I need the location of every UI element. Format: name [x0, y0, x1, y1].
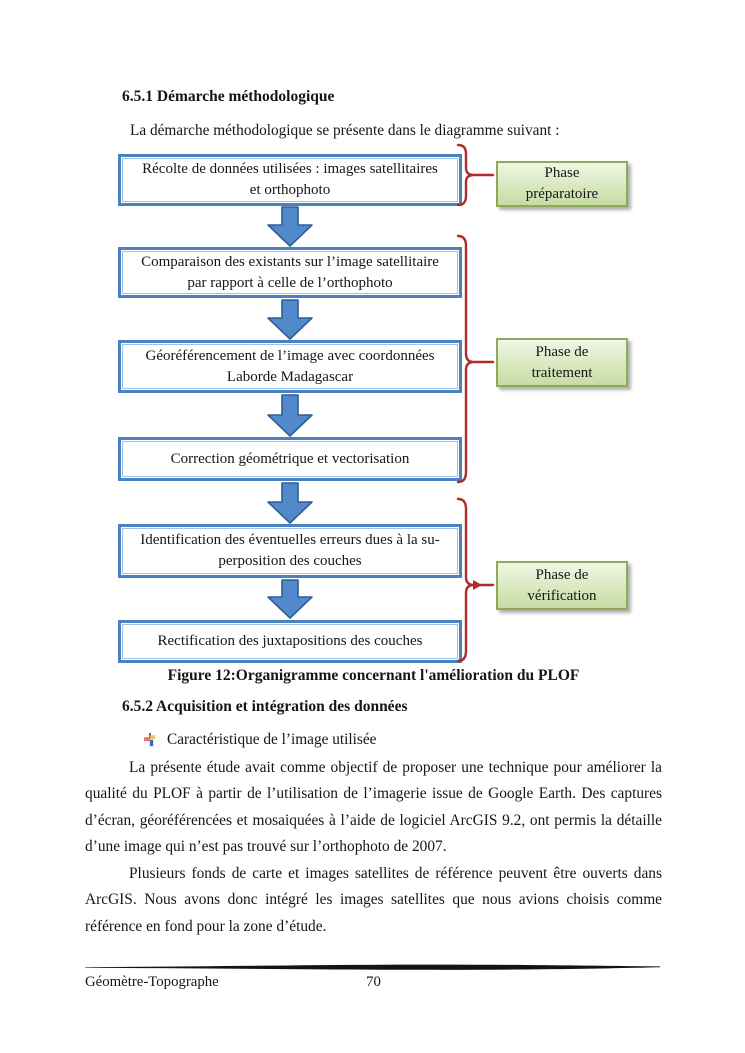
phase-box-traitement	[496, 338, 628, 387]
phase-box-preparatoire	[496, 161, 628, 207]
intro-paragraph: La démarche méthodologique se présente dans le diagramme suivant :	[130, 122, 560, 139]
paragraph-1: La présente étude avait comme objectif de proposer une technique pour améliorer la qualité du PLOF à partir de l’utilisation de l’imagerie issue de Google Earth. Des captures d’écran, géoréférencées et mosaiquées à l’aide de logiciel ArcGIS 9.2, ont permis la détaille d’une image qui n’est pas trouvé sur l’orthophoto de 2007.	[85, 759, 662, 856]
section-heading-651: 6.5.1 Démarche méthodologique	[122, 88, 335, 105]
brace-arrowhead	[473, 580, 482, 590]
flow-step-5-line2: perposition des couches	[218, 553, 362, 569]
down-arrow-icon	[265, 579, 315, 619]
colored-arrow-bullet-icon	[143, 733, 157, 747]
flow-step-4	[118, 437, 462, 481]
down-arrow-icon	[265, 206, 315, 247]
phase-traitement-line2: traitement	[531, 364, 593, 381]
flow-step-1-line2: et orthophoto	[249, 182, 331, 198]
phase-preparatoire-line1: Phase	[544, 165, 580, 181]
flow-step-4-line1: Correction géométrique et vectorisation	[170, 450, 410, 467]
phase-box-verification	[496, 561, 628, 610]
flow-step-1	[118, 154, 462, 206]
brace-phase-traitement	[455, 234, 497, 484]
phase-preparatoire-line2: préparatoire	[525, 186, 599, 202]
down-arrow-icon	[265, 482, 315, 524]
flow-step-5	[118, 524, 462, 578]
flow-step-2-line2: par rapport à celle de l’orthophoto	[187, 274, 393, 291]
flow-step-6-line1: Rectification des juxtapositions des couches	[157, 633, 423, 649]
phase-verification-line2: vérification	[527, 587, 597, 604]
flow-step-2	[118, 247, 462, 298]
flow-step-3-line2: Laborde Madagascar	[226, 368, 354, 385]
section-heading-652: 6.5.2 Acquisition et intégration des données	[122, 698, 408, 715]
down-arrow-icon	[265, 299, 315, 340]
footer-page-number: 70	[366, 974, 381, 990]
brace-phase-preparatoire	[455, 143, 497, 207]
phase-traitement-line1: Phase de	[535, 343, 589, 360]
brace-phase-verification	[455, 497, 497, 663]
phase-verification-line1: Phase de	[535, 566, 589, 583]
footer-divider-line	[85, 963, 660, 972]
bullet-row	[143, 731, 376, 749]
flow-step-6	[118, 620, 462, 663]
flow-step-3-line1: Géoréférencement de l’image avec coordonnées	[145, 347, 435, 364]
footer-running-title: Géomètre-Topographe	[85, 974, 219, 990]
bullet-item-label: Caractéristique de l’image utilisée	[167, 731, 377, 748]
flow-step-5-line1: Identification des éventuelles erreurs dues à la su-	[140, 532, 440, 548]
paragraph-2: Plusieurs fonds de carte et images satellites de référence peuvent être ouverts dans ArcGIS. Nous avons donc intégré les images satellites que nous avions choisis comme référence en fond pour la zone d’étude.	[85, 865, 662, 935]
down-arrow-icon	[265, 394, 315, 437]
figure-caption: Figure 12:Organigramme concernant l'amélioration du PLOF	[167, 667, 580, 684]
flow-step-1-line1: Récolte de données utilisées : images satellitaires	[142, 161, 438, 177]
flow-step-2-line1: Comparaison des existants sur l’image satellitaire	[141, 253, 439, 270]
flow-step-3	[118, 340, 462, 393]
